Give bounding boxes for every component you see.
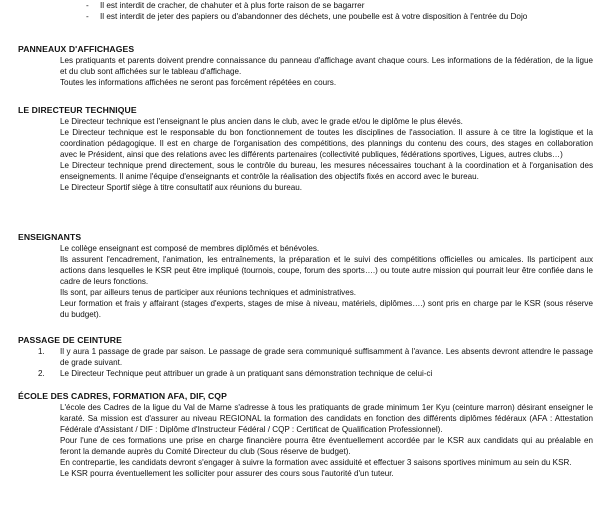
- section-heading: ENSEIGNANTS: [18, 232, 82, 242]
- section-body: [60, 402, 593, 479]
- section-body: [60, 243, 593, 320]
- list-item: [18, 368, 593, 379]
- paragraph: Le collège enseignant est composé de membres diplômés et bénévoles.: [60, 244, 320, 253]
- bullet-item: - Il est interdit de cracher, de chahuter et à plus forte raison de se bagarrer: [86, 0, 586, 11]
- section-enseignants: [18, 232, 593, 320]
- paragraph: Le Directeur Sportif siège à titre consultatif aux réunions du bureau.: [60, 183, 303, 192]
- section-passage-ceinture: [18, 335, 593, 379]
- paragraph: Leur formation et frais y affairant (stages d'experts, stages de mise à niveau, matériels, diplômes….) sont pris en charge par le KSR (sous réserve du budget).: [60, 299, 593, 319]
- paragraph: Toutes les informations affichées ne seront pas forcément répétées en cours.: [60, 78, 337, 87]
- list-number: 2.: [38, 369, 45, 378]
- section-heading: PANNEAUX D'AFFICHAGES: [18, 44, 135, 54]
- paragraph: Le Directeur technique est le responsable du bon fonctionnement de toutes les disciplines de l'association. Il assure à ce titre la logistique et la coordination pédagogique. Il est en charge de l'organisation des compétitions, des plannings du contenu des cours, des stages en collaboration avec le Président, ainsi que des relations avec les différents partenaires (collectivité publiques, fédérations sportives, Ligues, autres clubs…): [60, 128, 593, 159]
- section-heading: PASSAGE DE CEINTURE: [18, 335, 122, 345]
- paragraph: Ils assurent l'encadrement, l'animation, les entraînements, la préparation et le suivi des compétitions officielles ou amicales. Ils participent aux actions dans lesquelles le KSR peut être impliqué (tournois, coupe, forum des sports….) ou toute autre mission qui pourrait leur être confiée dans le cadre de leurs fonctions.: [60, 255, 593, 286]
- section-heading: LE DIRECTEUR TECHNIQUE: [18, 105, 137, 115]
- paragraph: En contrepartie, les candidats devront s'engager à suivre la formation avec assiduité et effectuer 3 saisons sportives minimum au sein du KSR.: [60, 458, 572, 467]
- intro-bullet-list: [86, 0, 586, 22]
- section-panneaux: [18, 44, 593, 88]
- numbered-list: [18, 346, 593, 379]
- paragraph: Le Directeur technique prend directement, sous le contrôle du bureau, les mesures nécessaires touchant à la coordination et à l'organisation des enseignements. Il anime l'équipe d'enseignants et contrôle la réalisation des objectifs fixés en accord avec le bureau.: [60, 161, 593, 181]
- paragraph: Les pratiquants et parents doivent prendre connaissance du panneau d'affichage avant chaque cours. Les informations de la fédération, de la ligue et du club sont affichées sur le tableau d'affichage.: [60, 56, 593, 76]
- section-heading: ÉCOLE DES CADRES, FORMATION AFA, DIF, CQP: [18, 391, 227, 401]
- paragraph: L'école des Cadres de la ligue du Val de Marne s'adresse à tous les pratiquants de grade minimum 1er Kyu (ceinture marron) désirant enseigner le karaté. Sa mission est d'assurer au niveau REGIONAL la formation des candidats en fonction des différents diplômes fédéraux (AFA : Attestation Fédérale d'Assistant / DIF : Diplôme d'Instructeur Fédéral / CQP : Certificat de Qualification Professionnel).: [60, 403, 593, 434]
- paragraph: Le Directeur technique est l'enseignant le plus ancien dans le club, avec le grade et/ou le diplôme le plus élevés.: [60, 117, 463, 126]
- list-text: Il y aura 1 passage de grade par saison. Le passage de grade sera communiqué suffisamment à l'avance. Les absents devront attendre le passage de grade suivant.: [60, 347, 593, 367]
- paragraph: Pour l'une de ces formations une prise en charge financière pourra être éventuellement accordée par le KSR aux candidats qui au préalable en feront la demande auprès du Comité Directeur du club (Sous réserve de budget).: [60, 436, 593, 456]
- section-ecole-cadres: [18, 391, 593, 479]
- paragraph: Le KSR pourra éventuellement les solliciter pour assurer des cours sous l'autorité d'un tuteur.: [60, 469, 394, 478]
- bullet-item: - Il est interdit de jeter des papiers ou d'abandonner des déchets, une poubelle est à votre disposition à l'entrée du Dojo: [86, 11, 586, 22]
- list-item: [18, 346, 593, 368]
- section-directeur: [18, 105, 593, 193]
- list-number: 1.: [38, 347, 45, 356]
- list-text: Le Directeur Technique peut attribuer un grade à un pratiquant sans démonstration technique de celui-ci: [60, 369, 433, 378]
- section-body: [60, 55, 593, 88]
- paragraph: Ils sont, par ailleurs tenus de participer aux réunions techniques et administratives.: [60, 288, 357, 297]
- section-body: [60, 116, 593, 193]
